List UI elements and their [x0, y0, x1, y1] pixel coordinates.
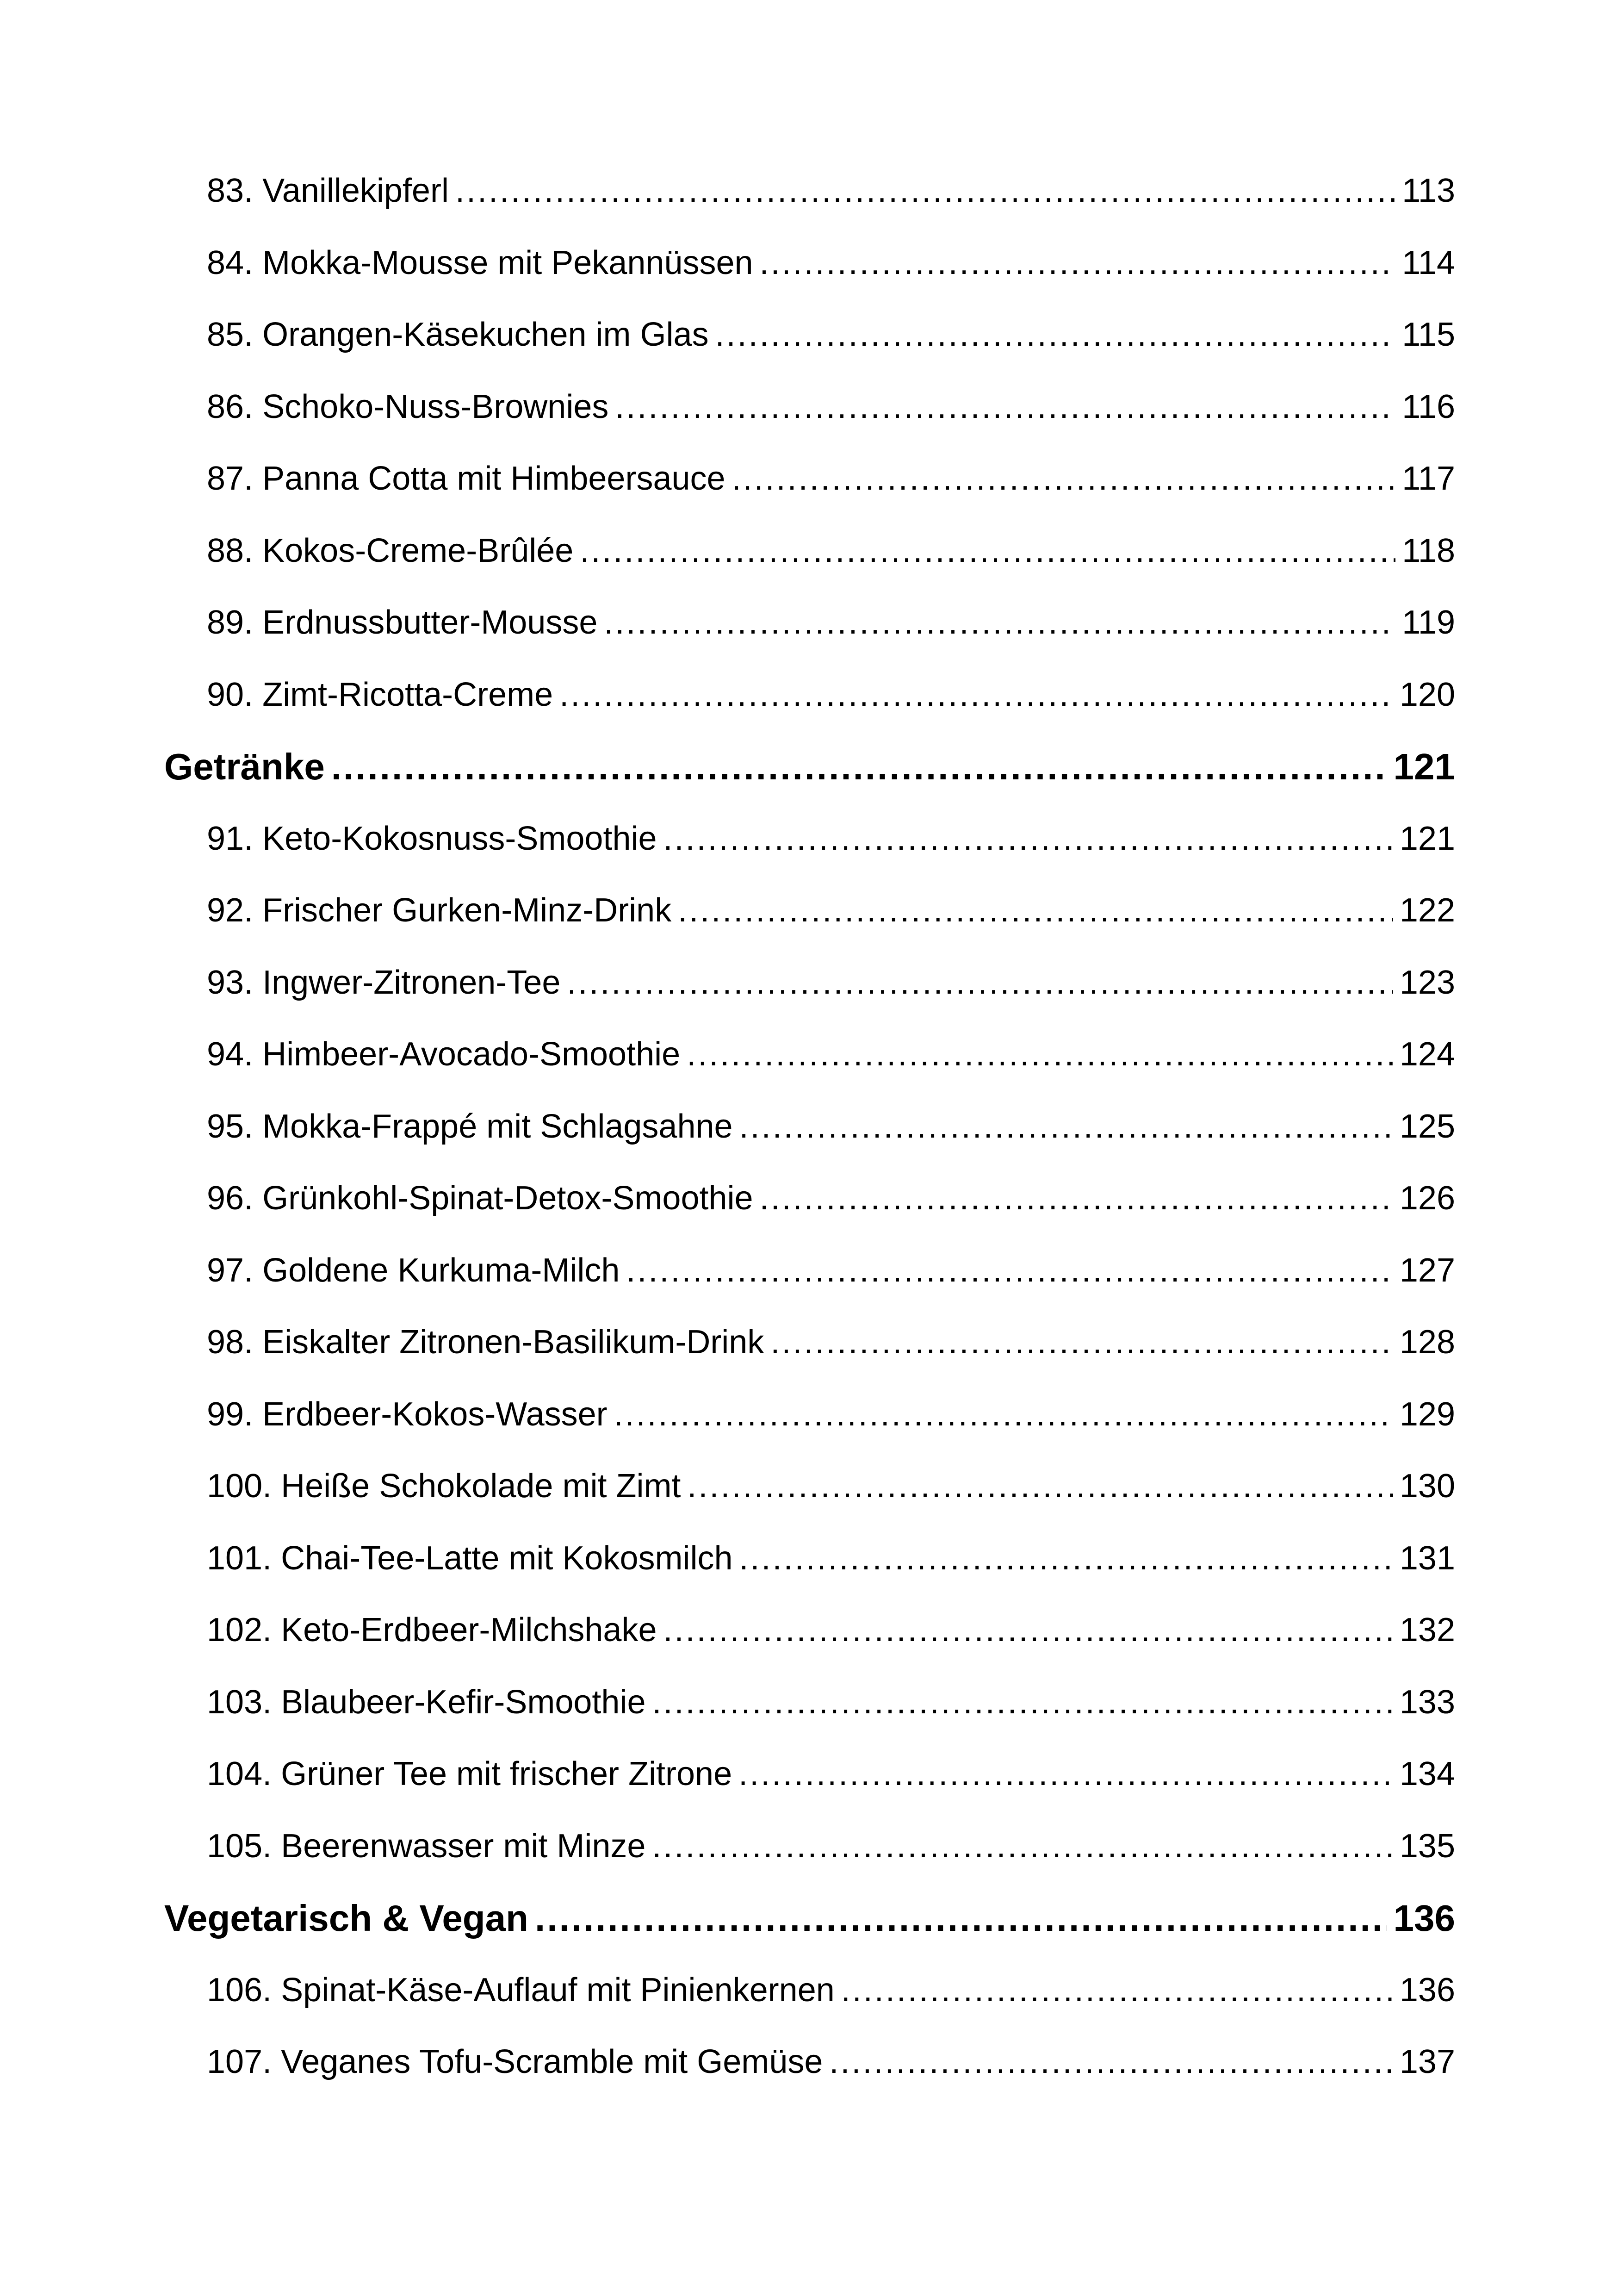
dot-leader — [626, 1235, 1393, 1307]
entry-title: 84. Mokka-Mousse mit Pekannüssen — [207, 244, 753, 281]
page-number: 122 — [1399, 892, 1455, 929]
entry-title: 106. Spinat-Käse-Auflauf mit Pinienkernen — [207, 1971, 835, 2009]
page-number: 132 — [1399, 1612, 1455, 1649]
dot-leader — [455, 155, 1395, 227]
page-number: 127 — [1399, 1251, 1455, 1289]
page-number: 114 — [1402, 244, 1455, 281]
entry-title: 107. Veganes Tofu-Scramble mit Gemüse — [207, 2043, 823, 2080]
entry-title: 83. Vanillekipferl — [207, 172, 449, 209]
dot-leader — [687, 1450, 1393, 1523]
entry-title: 89. Erdnussbutter-Mousse — [207, 604, 598, 641]
toc-entry[interactable] — [164, 803, 1455, 875]
entry-title: 92. Frischer Gurken-Minz-Drink — [207, 892, 672, 929]
page-number: 119 — [1402, 604, 1455, 641]
page-number: 130 — [1399, 1468, 1455, 1505]
dot-leader — [652, 1811, 1393, 1883]
dot-leader — [687, 1019, 1393, 1091]
dot-leader — [663, 803, 1393, 875]
dot-leader — [739, 1091, 1393, 1163]
entry-title: 105. Beerenwasser mit Minze — [207, 1827, 646, 1865]
entry-title: 103. Blaubeer-Kefir-Smoothie — [207, 1683, 646, 1721]
entry-title: 104. Grüner Tee mit frischer Zitrone — [207, 1755, 732, 1792]
page-number: 118 — [1402, 532, 1455, 569]
entry-title: 88. Kokos-Creme-Brûlée — [207, 532, 574, 569]
entry-title: 101. Chai-Tee-Latte mit Kokosmilch — [207, 1539, 733, 1577]
entry-title: 96. Grünkohl-Spinat-Detox-Smoothie — [207, 1180, 753, 1217]
page-number: 136 — [1393, 1898, 1455, 1939]
toc-entry[interactable] — [164, 1954, 1455, 2027]
entry-title: 87. Panna Cotta mit Himbeersauce — [207, 460, 725, 497]
toc-entry[interactable] — [164, 947, 1455, 1019]
toc-entry[interactable] — [164, 443, 1455, 515]
toc-entry[interactable] — [164, 659, 1455, 731]
entry-title: 94. Himbeer-Avocado-Smoothie — [207, 1036, 681, 1073]
page-number: 125 — [1399, 1108, 1455, 1145]
page-number: 124 — [1399, 1036, 1455, 1073]
toc-entry[interactable] — [164, 1450, 1455, 1523]
page-number: 131 — [1399, 1539, 1455, 1577]
dot-leader — [760, 227, 1396, 299]
toc-entry[interactable] — [164, 1594, 1455, 1667]
toc-entry[interactable] — [164, 587, 1455, 659]
toc-entry[interactable] — [164, 1163, 1455, 1235]
page-number: 117 — [1402, 460, 1455, 497]
toc-entry[interactable] — [164, 371, 1455, 443]
page-number: 116 — [1402, 388, 1455, 425]
dot-leader — [652, 1667, 1393, 1739]
dot-leader — [604, 587, 1395, 659]
page-number: 126 — [1399, 1180, 1455, 1217]
toc-entry[interactable] — [164, 1379, 1455, 1451]
entry-title: 99. Erdbeer-Kokos-Wasser — [207, 1395, 608, 1433]
toc-entry[interactable] — [164, 227, 1455, 299]
toc-entry[interactable] — [164, 1667, 1455, 1739]
entry-title: 93. Ingwer-Zitronen-Tee — [207, 964, 561, 1001]
page-number: 136 — [1399, 1971, 1455, 2009]
dot-leader — [678, 875, 1393, 947]
section-title: Vegetarisch & Vegan — [164, 1898, 529, 1939]
page-number: 135 — [1399, 1827, 1455, 1865]
toc-entry[interactable] — [164, 515, 1455, 587]
dot-leader — [715, 299, 1396, 371]
toc-section-heading[interactable] — [164, 731, 1455, 803]
dot-leader — [760, 1163, 1393, 1235]
dot-leader — [331, 731, 1387, 803]
dot-leader — [614, 1379, 1393, 1451]
dot-leader — [841, 1954, 1393, 2027]
page-number: 128 — [1399, 1324, 1455, 1361]
entry-title: 100. Heiße Schokolade mit Zimt — [207, 1468, 681, 1505]
dot-leader — [567, 947, 1393, 1019]
toc-entry[interactable] — [164, 1811, 1455, 1883]
table-of-contents — [164, 155, 1455, 2098]
dot-leader — [663, 1594, 1393, 1667]
dot-leader — [738, 1738, 1393, 1811]
toc-entry[interactable] — [164, 875, 1455, 947]
toc-entry[interactable] — [164, 1738, 1455, 1811]
dot-leader — [615, 371, 1395, 443]
entry-title: 85. Orangen-Käsekuchen im Glas — [207, 316, 709, 353]
dot-leader — [739, 1523, 1393, 1595]
entry-title: 90. Zimt-Ricotta-Creme — [207, 676, 553, 713]
page-number: 133 — [1399, 1683, 1455, 1721]
dot-leader — [829, 2026, 1393, 2098]
toc-entry[interactable] — [164, 1235, 1455, 1307]
entry-title: 91. Keto-Kokosnuss-Smoothie — [207, 820, 657, 857]
dot-leader — [559, 659, 1393, 731]
page-number: 115 — [1402, 316, 1455, 353]
page-number: 137 — [1399, 2043, 1455, 2080]
page-number: 121 — [1393, 746, 1455, 787]
toc-entry[interactable] — [164, 1307, 1455, 1379]
page-number: 113 — [1402, 172, 1455, 209]
page-number: 121 — [1399, 820, 1455, 857]
dot-leader — [580, 515, 1395, 587]
page-number: 134 — [1399, 1755, 1455, 1792]
entry-title: 86. Schoko-Nuss-Brownies — [207, 388, 609, 425]
toc-entry[interactable] — [164, 1523, 1455, 1595]
entry-title: 95. Mokka-Frappé mit Schlagsahne — [207, 1108, 733, 1145]
dot-leader — [770, 1307, 1393, 1379]
toc-entry[interactable] — [164, 155, 1455, 227]
toc-entry[interactable] — [164, 1019, 1455, 1091]
toc-entry[interactable] — [164, 1091, 1455, 1163]
page-number: 120 — [1399, 676, 1455, 713]
entry-title: 98. Eiskalter Zitronen-Basilikum-Drink — [207, 1324, 764, 1361]
dot-leader — [535, 1882, 1387, 1954]
page-number: 123 — [1399, 964, 1455, 1001]
section-title: Getränke — [164, 746, 325, 787]
toc-entry[interactable] — [164, 2026, 1455, 2098]
dot-leader — [732, 443, 1396, 515]
entry-title: 97. Goldene Kurkuma-Milch — [207, 1251, 620, 1289]
toc-entry[interactable] — [164, 299, 1455, 371]
entry-title: 102. Keto-Erdbeer-Milchshake — [207, 1612, 657, 1649]
toc-section-heading[interactable] — [164, 1882, 1455, 1954]
page-number: 129 — [1399, 1395, 1455, 1433]
